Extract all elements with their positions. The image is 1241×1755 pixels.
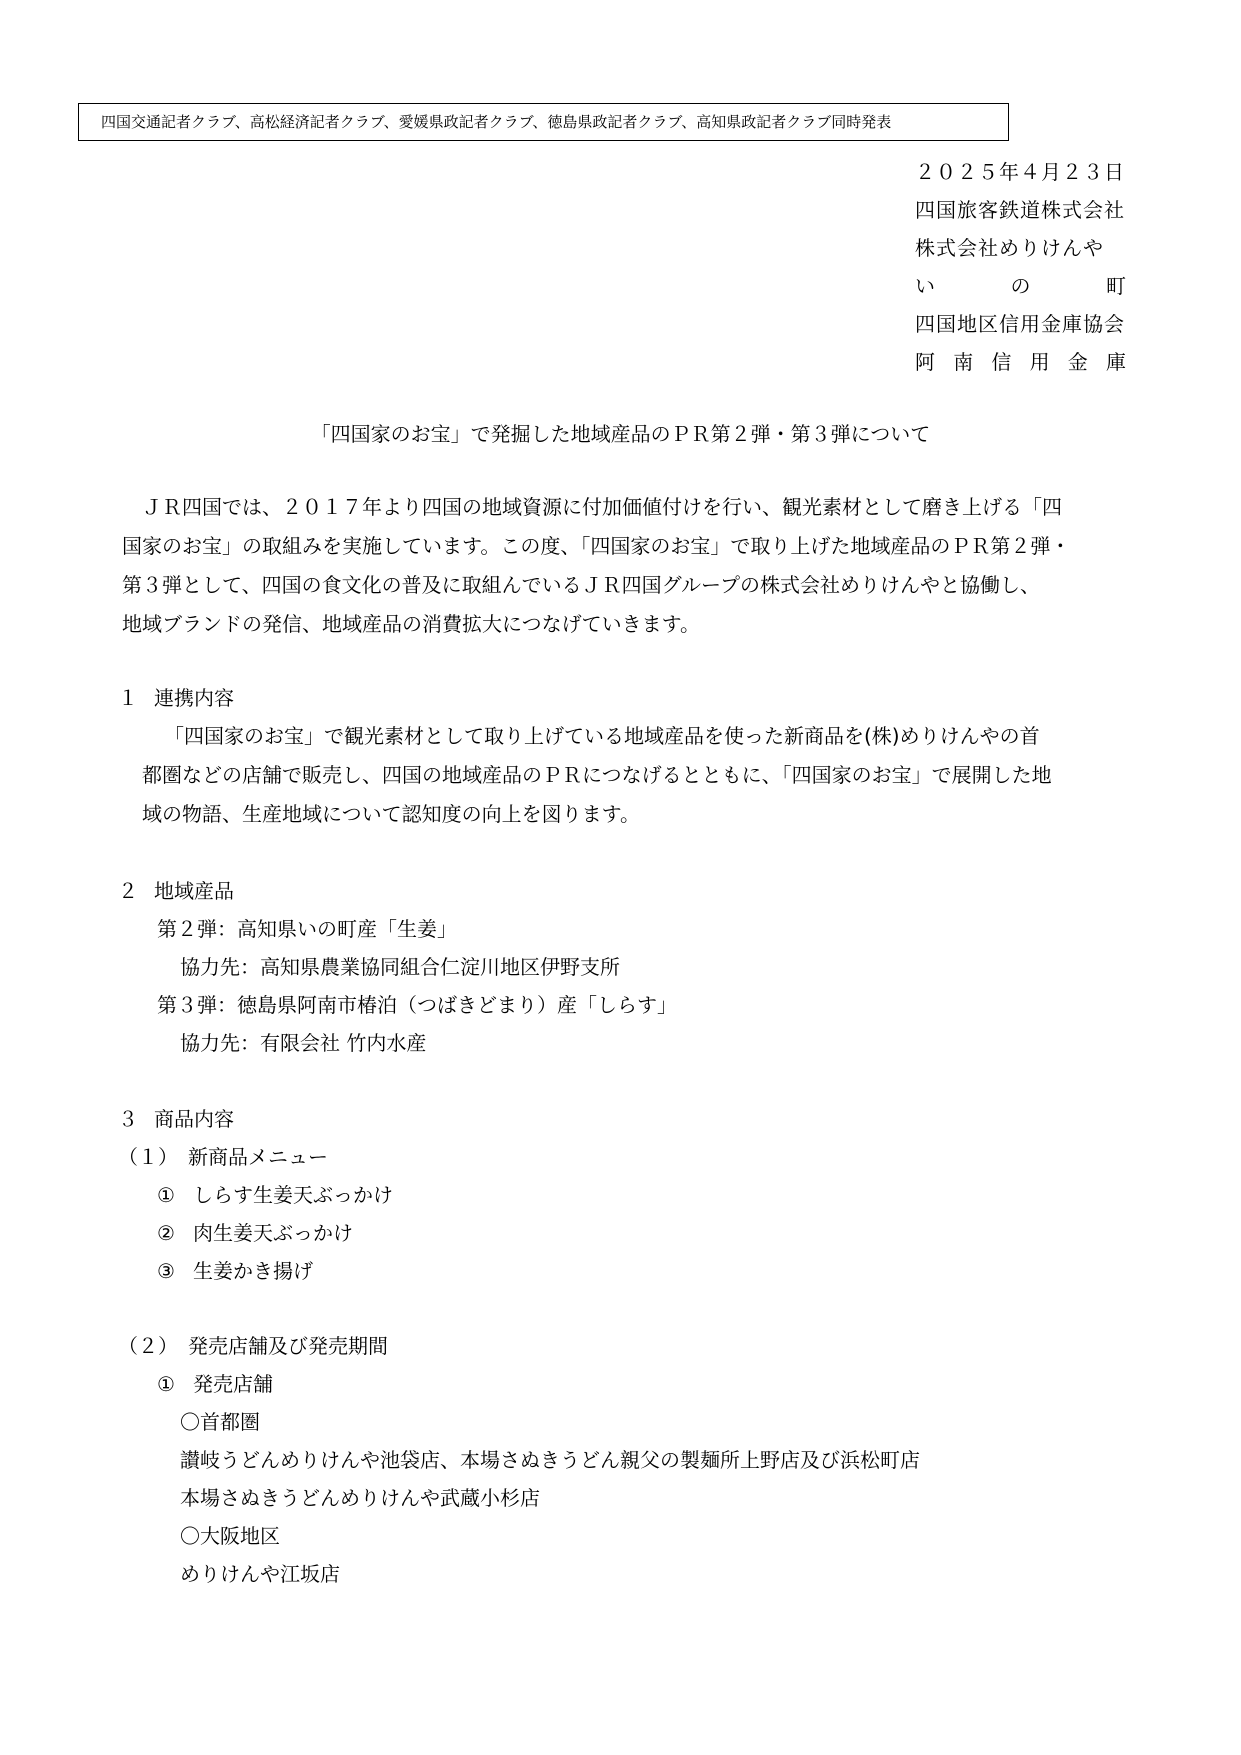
section1-body: 「四国家のお宝」で観光素材として取り上げている地域産品を使った新商品を(株)めりけんやの首 都圏などの店舗で販売し、四国の地域産品のＰＲにつなげるとともに、「四国家のお宝」で展開した地 域の物語、生産地域について認知度の向上を図ります。 — [142, 724, 1052, 826]
issuer-shinkin-association: 四国地区信用金庫協会 — [915, 312, 1125, 336]
release-date: ２０２５年４月２３日 — [915, 160, 1125, 184]
store-heading: ① 発売店舗 — [157, 1372, 273, 1396]
section2-heading: ２ 地域産品 — [118, 879, 234, 903]
menu-item: ① しらす生姜天ぶっかけ — [157, 1183, 393, 1207]
subsection2-heading: （２） 発売店舗及び発売期間 — [118, 1334, 388, 1358]
subsection1-heading: （１） 新商品メニュー — [118, 1145, 328, 1169]
cooperator-2nd: 協力先：高知県農業協同組合仁淀川地区伊野支所 — [180, 955, 620, 979]
menu-item: ② 肉生姜天ぶっかけ — [157, 1221, 353, 1245]
menu-item: ③ 生姜かき揚げ — [157, 1259, 313, 1283]
issuer-jr-shikoku: 四国旅客鉄道株式会社 — [915, 198, 1125, 222]
region-tokyo-stores-2: 本場さぬきうどんめりけんや武蔵小杉店 — [180, 1486, 540, 1510]
press-clubs-text: 四国交通記者クラブ、高松経済記者クラブ、愛媛県政記者クラブ、徳島県政記者クラブ、高知県政記者クラブ同時発表 — [101, 113, 892, 131]
issuer-block — [915, 153, 1130, 381]
lead-paragraph: ＪＲ四国では、２０１７年より四国の地域資源に付加価値付けを行い、観光素材として磨き上げる「四 国家のお宝」の取組みを実施しています。この度、「四国家のお宝」で取り上げた地域産品のＰＲ第２弾・ 第３弾として、四国の食文化の普及に取組んでいるＪＲ四国グループの株式会社めりけんやと協働し、 地域ブランドの発信、地域産品の消費拡大につなげていきます。 — [122, 495, 1071, 636]
region-tokyo: 〇首都圏 — [180, 1410, 260, 1434]
section3-heading: ３ 商品内容 — [118, 1107, 234, 1131]
product-2nd: 第２弾：高知県いの町産「生姜」 — [157, 917, 457, 941]
region-tokyo-stores-1: 讃岐うどんめりけんや池袋店、本場さぬきうどん親父の製麺所上野店及び浜松町店 — [180, 1448, 920, 1472]
region-osaka-stores: めりけんや江坂店 — [180, 1562, 340, 1586]
issuer-merikenya: 株式会社めりけんや — [915, 236, 1104, 260]
issuer-ino-town: い の 町 — [915, 274, 1127, 298]
press-club-banner — [78, 103, 1009, 141]
section1-heading: １ 連携内容 — [118, 686, 234, 710]
cooperator-3rd: 協力先：有限会社 竹内水産 — [180, 1031, 427, 1055]
issuer-anan-shinkin: 阿 南 信 用 金 庫 — [915, 350, 1127, 374]
region-osaka: 〇大阪地区 — [180, 1524, 280, 1548]
document-title: 「四国家のお宝」で発掘した地域産品のＰＲ第２弾・第３弾について — [310, 422, 931, 446]
product-3rd: 第３弾：徳島県阿南市椿泊（つばきどまり）産「しらす」 — [157, 993, 677, 1017]
